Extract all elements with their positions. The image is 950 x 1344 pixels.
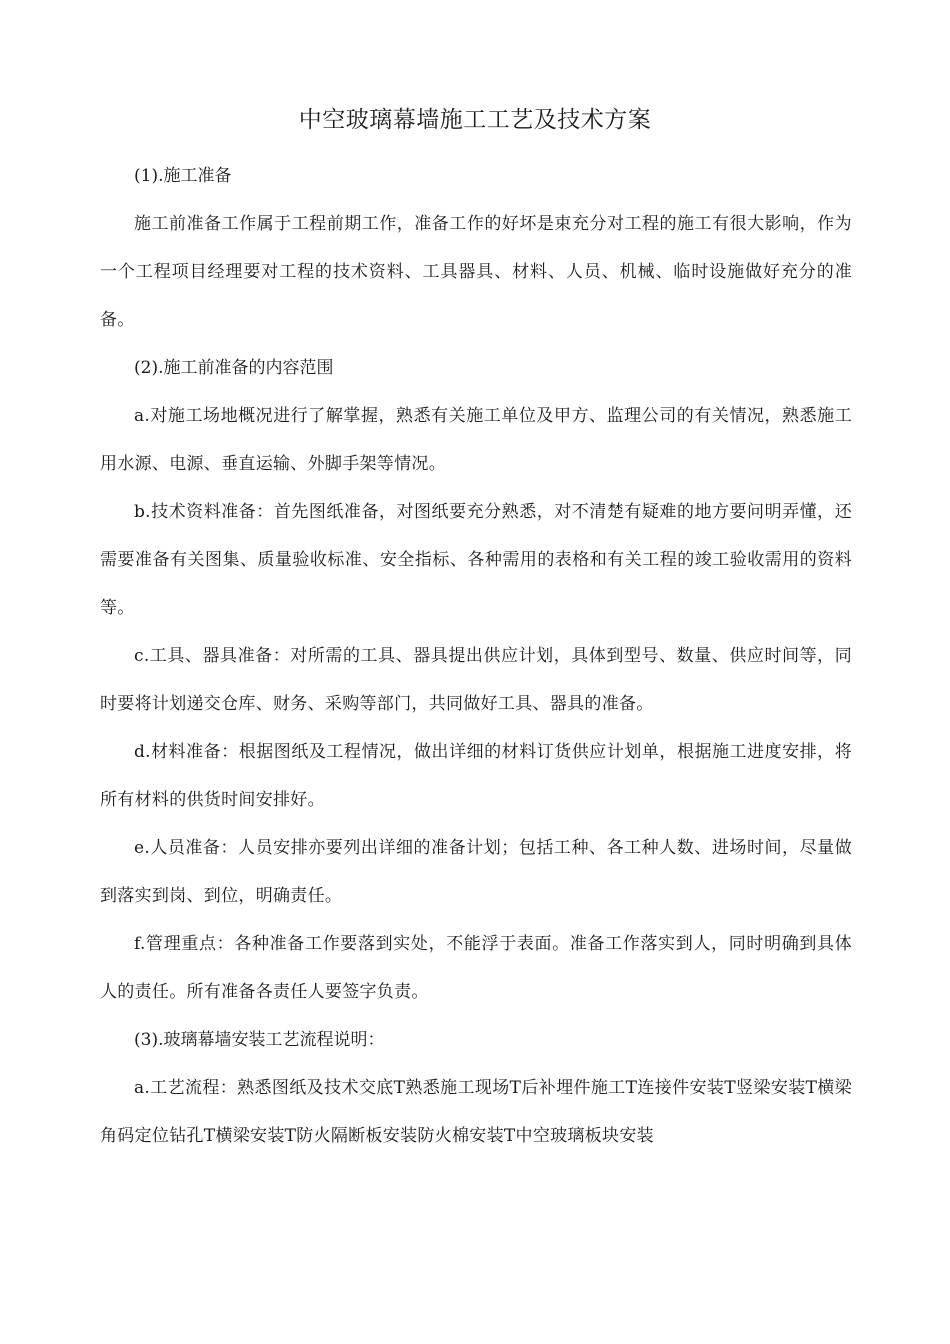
section-heading-1: (1).施工准备 [134,166,232,186]
paragraph-a-site: a.对施工场地概况进行了解掌握，熟悉有关施工单位及甲方、监理公司的有关情况，熟悉施工用水源、电源、垂直运输、外脚手架等情况。 [100,406,852,474]
paragraph-intro: 施工前准备工作属于工程前期工作，准备工作的好坏是束充分对工程的施工有很大影响，作为一个工程项目经理要对工程的技术资料、工具器具、材料、人员、机械、临时设施做好充分的准备。 [100,214,852,330]
paragraph-f-management: f.管理重点：各种准备工作要落到实处，不能浮于表面。准备工作落实到人，同时明确到具体人的责任。所有准备各责任人要签字负责。 [100,934,852,1002]
document-title: 中空玻璃幕墙施工工艺及技术方案 [298,107,652,133]
paragraph-d-materials: d.材料准备：根据图纸及工程情况，做出详细的材料订货供应计划单，根据施工进度安排，将所有材料的供货时间安排好。 [100,742,852,810]
section-heading-3: (3).玻璃幕墙安装工艺流程说明： [134,1030,385,1050]
document-body [100,152,852,1160]
section-heading-2: (2).施工前准备的内容范围 [134,358,334,378]
paragraph-c-tools: c.工具、器具准备：对所需的工具、器具提出供应计划，具体到型号、数量、供应时间等，同时要将计划递交仓库、财务、采购等部门，共同做好工具、器具的准备。 [100,646,852,714]
paragraph-e-personnel: e.人员准备：人员安排亦要列出详细的准备计划；包括工种、各工种人数、进场时间，尽量做到落实到岗、到位，明确责任。 [100,838,852,906]
paragraph-a-process: a.工艺流程：熟悉图纸及技术交底T熟悉施工现场T后补埋件施工T连接件安装T竖梁安装T横梁角码定位钻孔T横梁安装T防火隔断板安装防火棉安装T中空玻璃板块安装 [100,1078,852,1146]
paragraph-b-technical: b.技术资料准备：首先图纸准备，对图纸要充分熟悉，对不清楚有疑难的地方要问明弄懂，还需要准备有关图集、质量验收标准、安全指标、各种需用的表格和有关工程的竣工验收需用的资料等。 [100,502,852,618]
